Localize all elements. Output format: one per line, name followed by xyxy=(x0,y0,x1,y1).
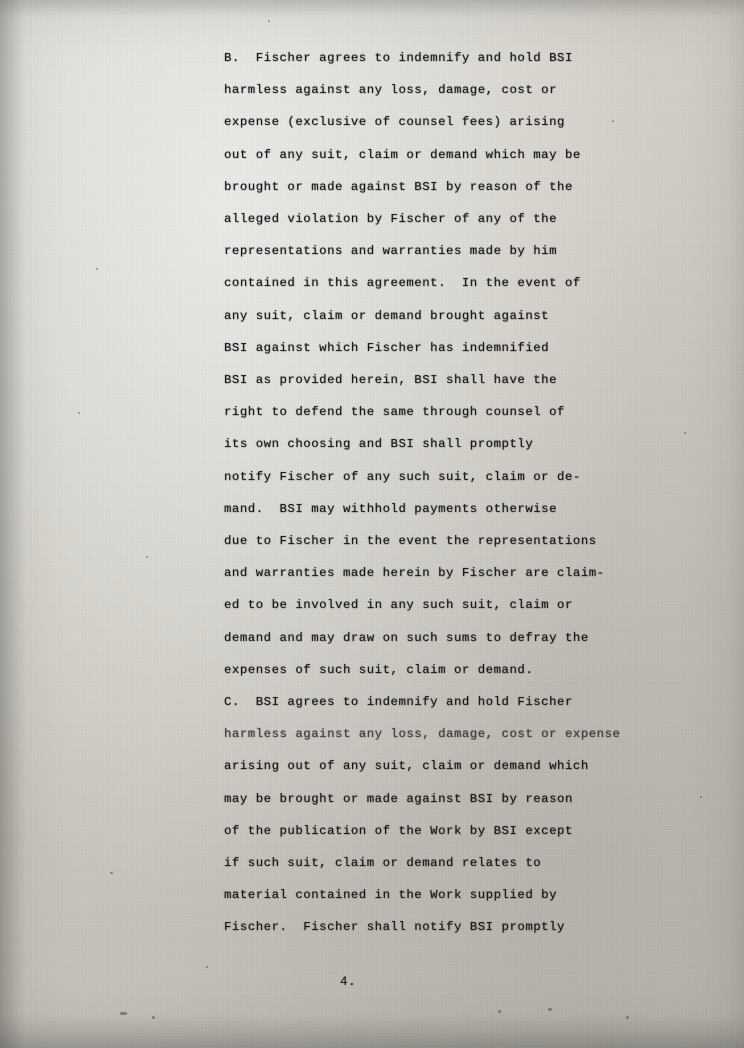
text-line: harmless against any loss, damage, cost or xyxy=(224,83,558,98)
paper-speck xyxy=(206,966,208,968)
paper-speck xyxy=(548,1008,552,1011)
text-line: contained in this agreement. In the event of xyxy=(224,276,581,291)
paper-speck xyxy=(684,432,686,434)
text-line: notify Fischer of any such suit, claim or de- xyxy=(224,469,581,484)
text-line: demand and may draw on such sums to defray the xyxy=(224,630,589,645)
text-line: any suit, claim or demand brought against xyxy=(224,308,550,323)
text-line: representations and warranties made by him xyxy=(224,244,558,259)
text-line: harmless against any loss, damage, cost or expense xyxy=(224,727,621,742)
paper-speck xyxy=(268,20,270,22)
text-line: Fischer. Fischer shall notify BSI promptly xyxy=(224,920,565,935)
text-line: BSI as provided herein, BSI shall have the xyxy=(224,373,558,388)
text-line: mand. BSI may withhold payments otherwise xyxy=(224,501,558,516)
text-line: of the publication of the Work by BSI except xyxy=(224,823,573,838)
text-line: C. BSI agrees to indemnify and hold Fischer xyxy=(224,695,573,710)
paper-speck xyxy=(110,872,113,874)
text-line: and warranties made herein by Fischer are claim- xyxy=(224,566,605,581)
document-body xyxy=(224,42,664,944)
text-line: arising out of any suit, claim or demand which xyxy=(224,759,589,774)
text-line: BSI against which Fischer has indemnified xyxy=(224,340,550,355)
text-line: out of any suit, claim or demand which may be xyxy=(224,147,581,162)
page-edge-shadow-bottom xyxy=(0,1014,744,1048)
paper-speck xyxy=(498,1010,501,1013)
text-line: right to defend the same through counsel of xyxy=(224,405,565,420)
text-line: its own choosing and BSI shall promptly xyxy=(224,437,534,452)
text-line: ed to be involved in any such suit, claim or xyxy=(224,598,573,613)
paper-speck xyxy=(120,1012,127,1015)
page-edge-shadow-left xyxy=(0,0,26,1048)
text-line: if such suit, claim or demand relates to xyxy=(224,856,542,871)
text-line: material contained in the Work supplied by xyxy=(224,888,558,903)
page-number: 4. xyxy=(340,975,357,989)
paper-speck xyxy=(152,1016,155,1019)
paper-speck xyxy=(78,412,80,414)
text-line: expenses of such suit, claim or demand. xyxy=(224,662,534,677)
page-edge-shadow-top xyxy=(0,0,744,18)
text-line: expense (exclusive of counsel fees) arising xyxy=(224,115,565,130)
paper-speck xyxy=(626,1016,629,1019)
text-line: brought or made against BSI by reason of the xyxy=(224,179,573,194)
text-line: B. Fischer agrees to indemnify and hold BSI xyxy=(224,51,573,65)
text-line: may be brought or made against BSI by reason xyxy=(224,791,573,806)
paper-speck xyxy=(700,796,702,798)
text-line: alleged violation by Fischer of any of the xyxy=(224,212,558,227)
paper-speck xyxy=(96,268,98,270)
paper-speck xyxy=(146,556,148,558)
text-line: due to Fischer in the event the representations xyxy=(224,534,597,549)
